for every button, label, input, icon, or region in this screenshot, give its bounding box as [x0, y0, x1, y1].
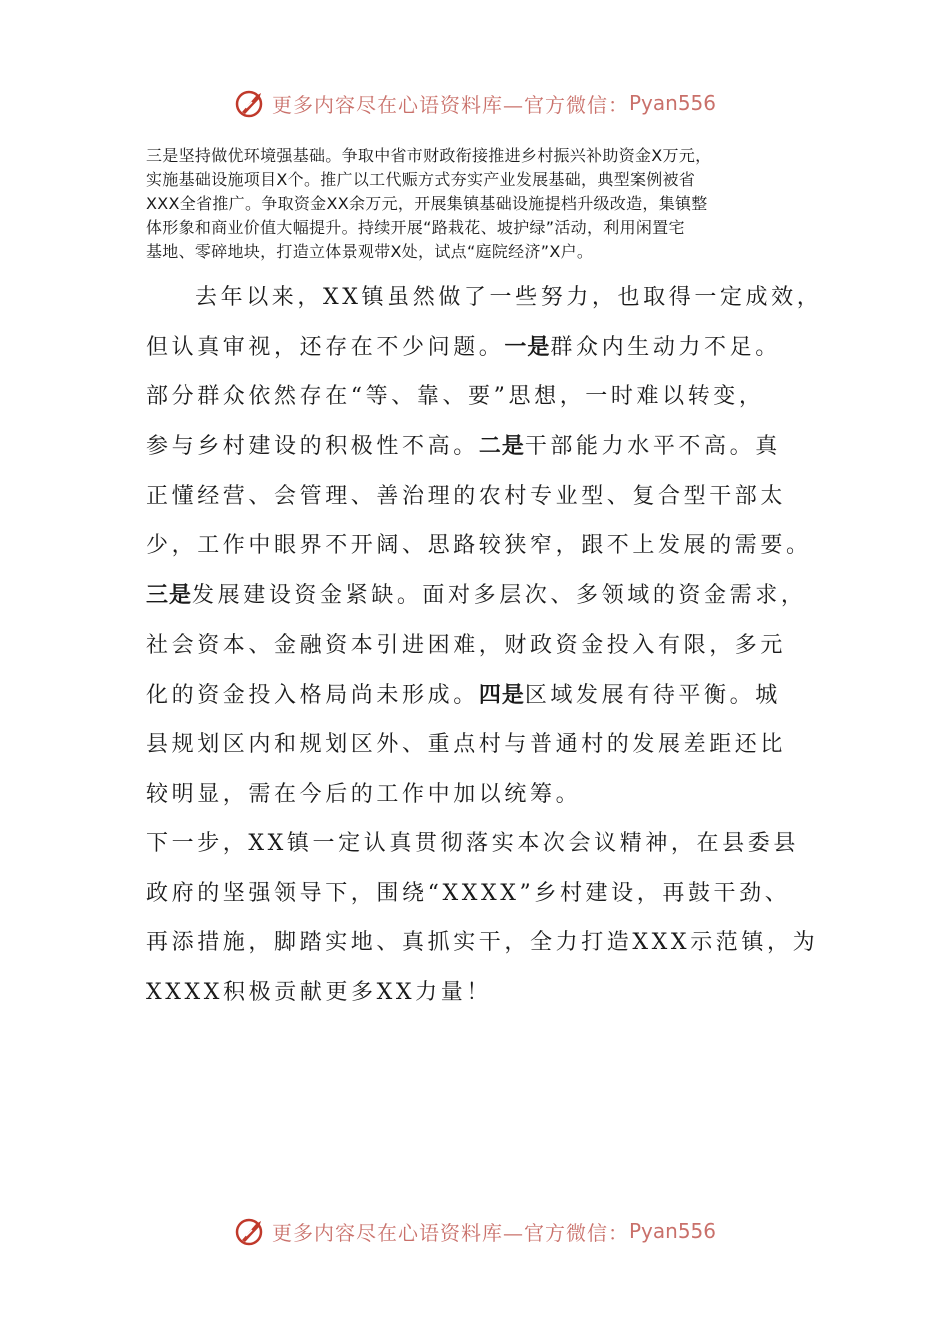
bold-marker: 三是: [146, 582, 193, 609]
pen-nib-logo-icon: [234, 86, 268, 120]
text-run: 区域发展有待平衡。城: [524, 682, 781, 708]
text-line: 体形象和商业价值大幅提升。持续开展“路栽花、坡护绿”活动，利用闲置宅: [146, 218, 685, 237]
text-line: 去年以来，XX镇虽然做了一些努力，也取得一定成效，: [195, 285, 823, 310]
text-line: 少，工作中眼界不开阔、思路较狭窄，跟不上发展的需要。: [146, 533, 812, 559]
paragraph-problems: [146, 273, 823, 820]
text-line: 下一步，XX镇一定认真贯彻落实本次会议精神，在县委县: [146, 831, 799, 856]
header-banner: [0, 83, 950, 123]
text-line: [146, 671, 816, 721]
text-line: [146, 323, 816, 373]
text-line: 较明显，需在今后的工作中加以统筹。: [146, 781, 582, 807]
text-line: [146, 422, 816, 472]
text-run: 干部能力水平不高。真: [524, 434, 781, 460]
bold-marker: 二是: [478, 433, 525, 460]
bold-marker: 四是: [478, 681, 525, 708]
text-run: 群众内生动力不足。: [550, 334, 781, 360]
pen-nib-logo-icon: [234, 1214, 268, 1248]
paragraph-environment: [146, 144, 806, 264]
text-line: [146, 571, 816, 621]
header-wechat-id: Pyan556: [628, 91, 716, 115]
footer-banner: [0, 1211, 950, 1251]
text-run: 化的资金投入格局尚未形成。: [146, 682, 479, 708]
text-line: 三是坚持做优环境强基础。争取中省市财政衔接推进乡村振兴补助资金X万元，: [146, 146, 712, 165]
footer-wechat-id: Pyan556: [628, 1219, 716, 1243]
text-line: 部分群众依然存在“等、靠、要”思想，一时难以转变，: [146, 384, 765, 410]
text-line: 再添措施，脚踏实地、真抓实干，全力打造XXX示范镇，为: [146, 930, 819, 956]
text-run: 但认真审视，还存在不少问题。: [146, 334, 505, 360]
text-line: 社会资本、金融资本引进困难，财政资金投入有限，多元: [146, 632, 787, 658]
text-line: 县规划区内和规划区外、重点村与普通村的发展差距还比: [146, 732, 787, 758]
footer-brand-text: 更多内容尽在心语资料库—官方微信：: [271, 1220, 629, 1245]
text-run: 发展建设资金紧缺。面对多层次、多领域的资金需求，: [192, 583, 807, 609]
paragraph-next-step: [146, 819, 819, 1018]
text-line: XXX全省推广。争取资金XX余万元，开展集镇基础设施提档升级改造，集镇整: [146, 194, 708, 213]
bold-marker: 一是: [504, 333, 551, 360]
text-line: 实施基础设施项目X个。推广以工代赈方式夯实产业发展基础，典型案例被省: [146, 170, 696, 189]
text-line: 政府的坚强领导下，围绕“XXXX”乡村建设，再鼓干劲、: [146, 880, 791, 906]
header-brand-text: 更多内容尽在心语资料库—官方微信：: [271, 92, 629, 117]
text-line: 基地、零碎地块，打造立体景观带X处，试点“庭院经济”X户。: [146, 242, 594, 261]
text-run: 参与乡村建设的积极性不高。: [146, 434, 479, 460]
text-line: 正懂经营、会管理、善治理的农村专业型、复合型干部太: [146, 483, 787, 509]
text-line: XXXX积极贡献更多XX力量！: [146, 980, 492, 1006]
